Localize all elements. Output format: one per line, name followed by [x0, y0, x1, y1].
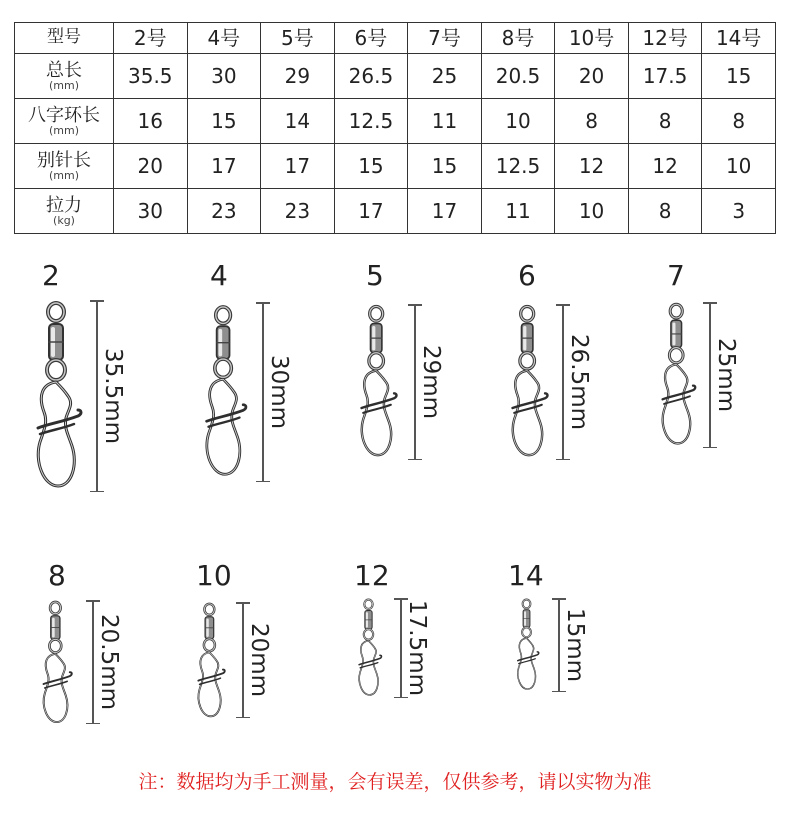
- length-indicator: [86, 600, 126, 724]
- table-cell: 10: [555, 188, 629, 233]
- header-label: 型号: [15, 23, 114, 54]
- swivel-snap-icon: [346, 304, 408, 460]
- swivel-snap-icon: [498, 304, 558, 460]
- table-cell: 12.5: [481, 143, 555, 188]
- row-unit: (mm): [48, 123, 79, 137]
- row-unit: (mm): [48, 168, 79, 182]
- table-cell: 14: [261, 98, 335, 143]
- table-cell: 20: [555, 53, 629, 98]
- table-cell: 17: [261, 143, 335, 188]
- table-cell: 15: [408, 143, 482, 188]
- table-cell: 8: [628, 188, 702, 233]
- size-number: 12: [354, 559, 390, 592]
- row-unit: (kg): [53, 213, 75, 227]
- header-size: 8号: [481, 23, 555, 54]
- length-label: 30mm: [266, 354, 292, 430]
- size-number: 2: [42, 259, 60, 292]
- table-cell: 12.5: [334, 98, 408, 143]
- length-indicator: [90, 300, 130, 492]
- table-cell: 23: [187, 188, 261, 233]
- table-cell: 30: [187, 53, 261, 98]
- row-label: 拉力: [46, 194, 82, 216]
- table-cell: 17.5: [628, 53, 702, 98]
- header-size: 6号: [334, 23, 408, 54]
- swivel-snap-icon: [30, 600, 82, 726]
- length-indicator: [408, 304, 448, 460]
- size-number: 7: [667, 259, 685, 292]
- table-cell: 15: [187, 98, 261, 143]
- table-cell: 15: [334, 143, 408, 188]
- size-number: 4: [210, 259, 228, 292]
- table-cell: 11: [481, 188, 555, 233]
- length-indicator: [394, 598, 434, 698]
- header-size: 7号: [408, 23, 482, 54]
- size-number: 14: [508, 559, 544, 592]
- swivel-snap-icon: [22, 300, 92, 492]
- length-label: 25mm: [713, 337, 739, 413]
- table-cell: 20: [114, 143, 188, 188]
- size-number: 6: [518, 259, 536, 292]
- length-label: 20.5mm: [96, 613, 122, 711]
- header-size: 12号: [628, 23, 702, 54]
- length-label: 26.5mm: [566, 333, 592, 431]
- length-label: 29mm: [418, 344, 444, 420]
- table-cell: 12: [555, 143, 629, 188]
- size-number: 10: [196, 559, 232, 592]
- table-cell: 23: [261, 188, 335, 233]
- row-label: 别针长: [37, 149, 91, 171]
- table-cell: 10: [702, 143, 776, 188]
- length-indicator: [556, 304, 596, 460]
- table-cell: 11: [408, 98, 482, 143]
- table-cell: 26.5: [334, 53, 408, 98]
- table-cell: 17: [187, 143, 261, 188]
- length-indicator: [236, 602, 276, 718]
- table-cell: 25: [408, 53, 482, 98]
- table-cell: 10: [481, 98, 555, 143]
- table-cell: 8: [555, 98, 629, 143]
- length-indicator: [256, 302, 296, 482]
- swivel-snap-icon: [348, 598, 390, 698]
- length-label: 17.5mm: [404, 599, 430, 697]
- disclaimer-note: 注：数据均为手工测量，会有误差，仅供参考，请以实物为准: [138, 771, 652, 793]
- table-cell: 8: [628, 98, 702, 143]
- table-cell: 16: [114, 98, 188, 143]
- header-size: 4号: [187, 23, 261, 54]
- table-cell: 30: [114, 188, 188, 233]
- table-cell: 35.5: [114, 53, 188, 98]
- table-cell: 20.5: [481, 53, 555, 98]
- swivel-snap-icon: [186, 602, 234, 720]
- swivel-snap-icon: [192, 302, 256, 482]
- row-label: 八字环长: [28, 104, 100, 126]
- length-label: 35.5mm: [100, 347, 126, 445]
- header-size: 14号: [702, 23, 776, 54]
- table-cell: 29: [261, 53, 335, 98]
- size-number: 5: [366, 259, 384, 292]
- length-indicator: [703, 302, 743, 448]
- swivel-snap-icon: [508, 598, 546, 692]
- table-cell: 15: [702, 53, 776, 98]
- table-cell: 8: [702, 98, 776, 143]
- length-label: 20mm: [246, 622, 272, 698]
- row-unit: (mm): [48, 78, 79, 92]
- header-size: 2号: [114, 23, 188, 54]
- size-number: 8: [48, 559, 66, 592]
- length-indicator: [552, 598, 592, 692]
- table-cell: 17: [334, 188, 408, 233]
- swivel-snap-icon: [648, 302, 706, 448]
- length-label: 15mm: [562, 607, 588, 683]
- row-label: 总长: [46, 59, 82, 81]
- header-size: 10号: [555, 23, 629, 54]
- table-cell: 3: [702, 188, 776, 233]
- header-size: 5号: [261, 23, 335, 54]
- table-cell: 12: [628, 143, 702, 188]
- table-cell: 17: [408, 188, 482, 233]
